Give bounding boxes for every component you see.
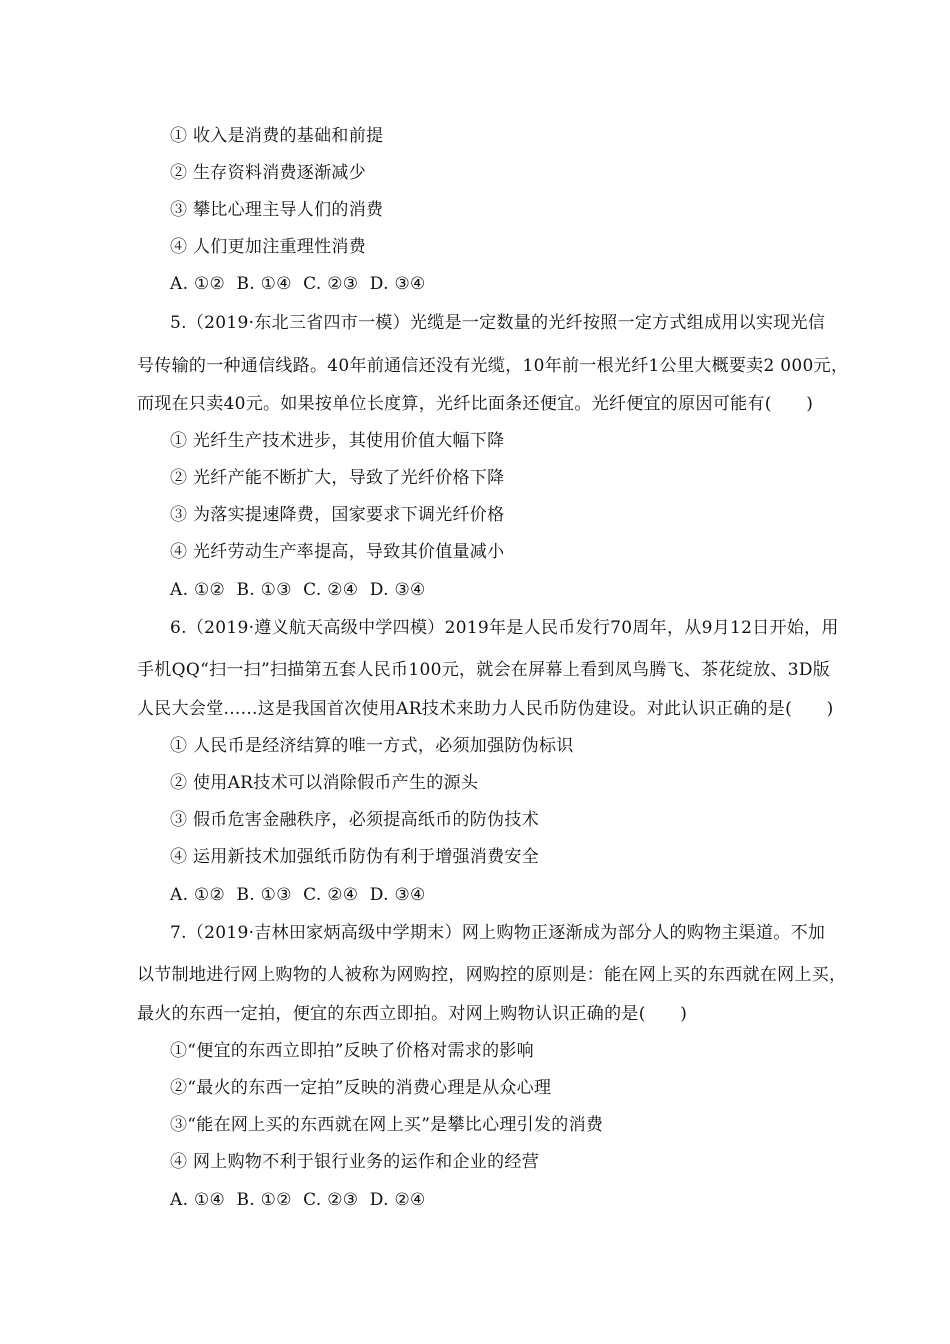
q6-stem-line-2: 手机QQ“扫一扫”扫描第五套人民币100元，就会在屏幕上看到凤鸟腾飞、茶花绽放、3D版 (137, 660, 831, 680)
q5-answer-choices: A. ①② B. ①③ C. ②④ D. ③④ (170, 580, 426, 600)
q4-answer-choices: A. ①② B. ①④ C. ②③ D. ③④ (170, 274, 426, 294)
q7-stem-line-3: 最火的东西一定拍，便宜的东西立即拍。对网上购物认识正确的是( ) (137, 1004, 688, 1024)
q6-option-2: ② 使用AR技术可以消除假币产生的源头 (170, 773, 479, 793)
q6-option-4: ④ 运用新技术加强纸币防伪有利于增强消费安全 (170, 847, 540, 867)
q7-option-2: ②“最火的东西一定拍”反映的消费心理是从众心理 (170, 1078, 552, 1098)
q7-option-3: ③“能在网上买的东西就在网上买”是攀比心理引发的消费 (170, 1115, 604, 1135)
q7-answer-choices: A. ①④ B. ①② C. ②③ D. ②④ (170, 1190, 426, 1210)
q6-stem-line-1: 6.（2019·遵义航天高级中学四模）2019年是人民币发行70周年，从9月12日开始，用 (170, 618, 839, 638)
q4-option-3: ③ 攀比心理主导人们的消费 (170, 200, 384, 220)
q4-option-1: ① 收入是消费的基础和前提 (170, 126, 384, 146)
q6-stem-line-3: 人民大会堂......这是我国首次使用AR技术来助力人民币防伪建设。对此认识正确的是( ) (137, 699, 834, 719)
q5-option-3: ③ 为落实提速降费，国家要求下调光纤价格 (170, 505, 505, 525)
q6-answer-choices: A. ①② B. ①③ C. ②④ D. ③④ (170, 885, 426, 905)
q5-option-4: ④ 光纤劳动生产率提高，导致其价值量减小 (170, 542, 505, 562)
q5-option-2: ② 光纤产能不断扩大，导致了光纤价格下降 (170, 468, 505, 488)
q5-stem-line-1: 5.（2019·东北三省四市一模）光缆是一定数量的光纤按照一定方式组成用以实现光信 (170, 313, 826, 333)
q5-stem-line-2: 号传输的一种通信线路。40年前通信还没有光缆，10年前一根光纤1公里大概要卖2 000元， (137, 356, 849, 376)
q5-stem-line-3: 而现在只卖40元。如果按单位长度算，光纤比面条还便宜。光纤便宜的原因可能有( ) (137, 394, 814, 414)
q7-stem-line-2: 以节制地进行网上购物的人被称为网购控，网购控的原则是：能在网上买的东西就在网上买， (137, 965, 847, 985)
q7-stem-line-1: 7.（2019·吉林田家炳高级中学期末）网上购物正逐渐成为部分人的购物主渠道。不加 (170, 923, 826, 943)
q7-option-4: ④ 网上购物不利于银行业务的运作和企业的经营 (170, 1152, 540, 1172)
q4-option-2: ② 生存资料消费逐渐减少 (170, 163, 367, 183)
q5-option-1: ① 光纤生产技术进步，其使用价值大幅下降 (170, 431, 505, 451)
q4-option-4: ④ 人们更加注重理性消费 (170, 237, 367, 257)
q7-option-1: ①“便宜的东西立即拍”反映了价格对需求的影响 (170, 1041, 534, 1061)
q6-option-3: ③ 假币危害金融秩序，必须提高纸币的防伪技术 (170, 810, 540, 830)
q6-option-1: ① 人民币是经济结算的唯一方式，必须加强防伪标识 (170, 736, 574, 756)
